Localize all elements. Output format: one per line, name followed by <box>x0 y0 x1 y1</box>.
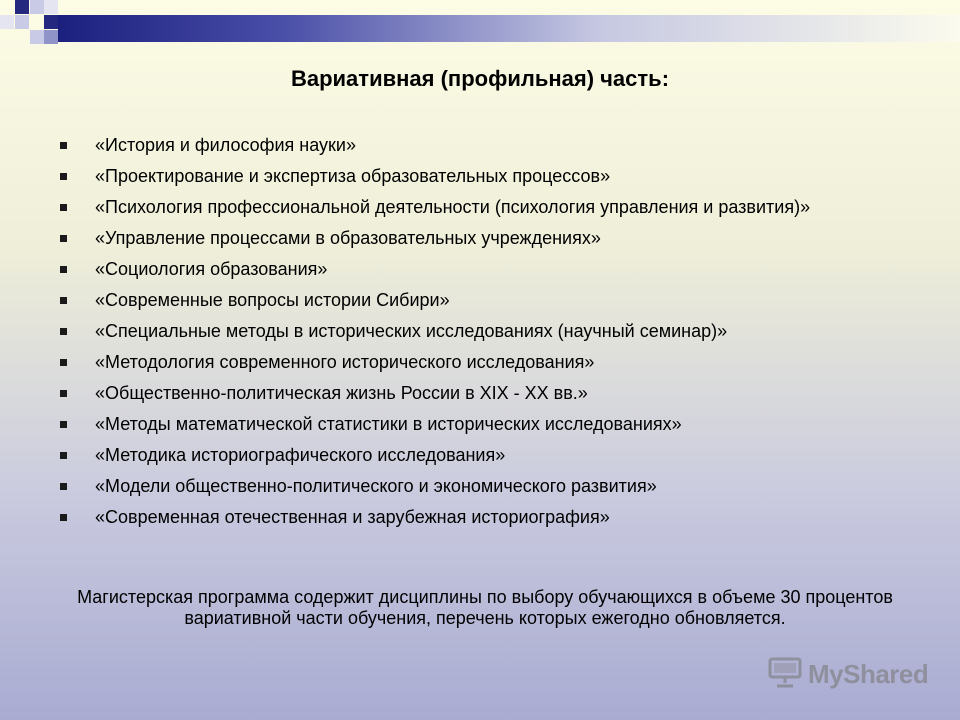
course-label: «Управление процессами в образовательных учреждениях» <box>95 228 601 248</box>
bullet-square-icon <box>60 328 67 335</box>
bullet-square-icon <box>60 483 67 490</box>
course-item <box>60 412 900 437</box>
course-item <box>60 257 900 282</box>
course-item <box>60 443 900 468</box>
course-label: «Методы математической статистики в исторических исследованиях» <box>95 414 682 434</box>
bullet-square-icon <box>60 421 67 428</box>
course-label: «Современная отечественная и зарубежная историография» <box>95 507 610 527</box>
course-item <box>60 226 900 251</box>
course-label: «Современные вопросы истории Сибири» <box>95 290 450 310</box>
slide-title: Вариативная (профильная) часть: <box>290 66 670 91</box>
bullet-square-icon <box>60 452 67 459</box>
watermark-text: MyShared <box>808 658 929 689</box>
course-list <box>60 133 900 536</box>
decor-square <box>44 15 58 29</box>
course-label: «Проектирование и экспертиза образовательных процессов» <box>95 166 611 186</box>
bullet-square-icon <box>60 204 67 211</box>
course-item <box>60 164 900 189</box>
bullet-square-icon <box>60 359 67 366</box>
course-item <box>60 381 900 406</box>
course-item <box>60 195 900 220</box>
course-label: «Социология образования» <box>95 259 328 279</box>
decor-square <box>44 0 58 14</box>
course-item <box>60 505 900 530</box>
course-item <box>60 319 900 344</box>
course-label: «Специальные методы в исторических исследованиях (научный семинар)» <box>95 321 728 341</box>
course-item <box>60 350 900 375</box>
presentation-board-icon <box>768 656 802 693</box>
course-label: «История и философия науки» <box>95 135 356 155</box>
decor-square <box>44 30 58 44</box>
course-item <box>60 133 900 158</box>
bullet-square-icon <box>60 235 67 242</box>
course-item <box>60 288 900 313</box>
decor-square <box>15 0 29 14</box>
decor-square <box>30 0 44 14</box>
header-gradient-bar <box>58 15 960 42</box>
course-label: «Модели общественно-политического и экономического развития» <box>95 476 657 496</box>
bullet-square-icon <box>60 266 67 273</box>
bullet-square-icon <box>60 297 67 304</box>
program-note: Магистерская программа содержит дисциплины по выбору обучающихся в объеме 30 процентов вариативной части обучения, перечень которых ежегодно обновляется. <box>77 587 893 628</box>
bullet-square-icon <box>60 390 67 397</box>
bullet-square-icon <box>60 514 67 521</box>
course-label: «Методология современного исторического исследования» <box>95 352 595 372</box>
bullet-square-icon <box>60 173 67 180</box>
decor-square <box>15 15 29 29</box>
course-label: «Общественно-политическая жизнь России в XIX - XX вв.» <box>95 383 588 403</box>
header-decoration <box>0 0 960 60</box>
watermark <box>768 657 928 691</box>
bullet-square-icon <box>60 142 67 149</box>
decor-square <box>30 30 44 44</box>
decor-square <box>0 15 14 29</box>
course-label: «Методика историографического исследования» <box>95 445 506 465</box>
course-label: «Психология профессиональной деятельности (психология управления и развития)» <box>95 197 811 217</box>
course-item <box>60 474 900 499</box>
